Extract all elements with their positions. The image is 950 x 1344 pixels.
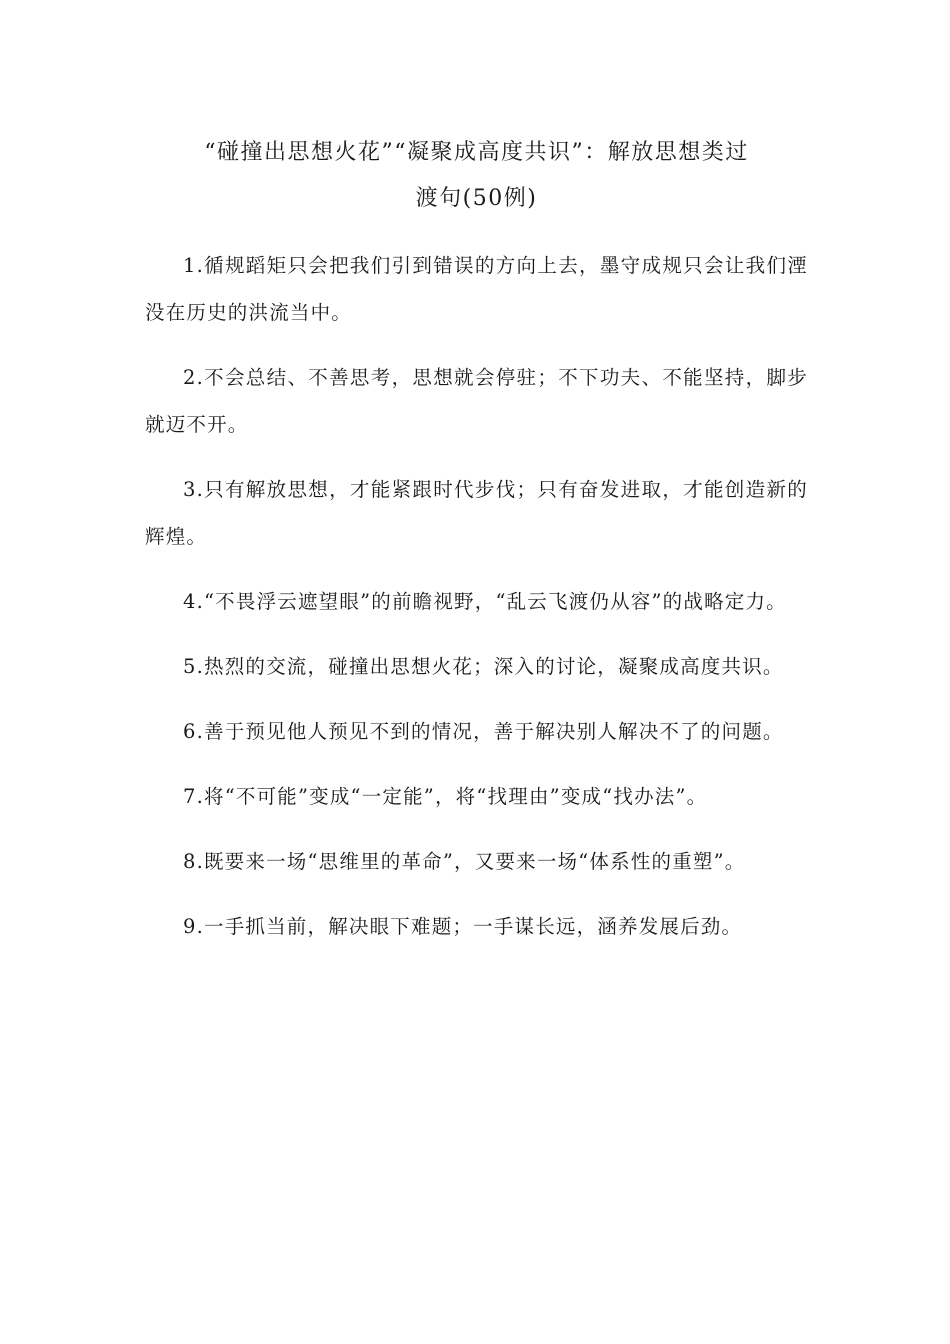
document-title-line-2: 渡句(50例) <box>415 186 538 211</box>
paragraph-8: 8.既要来一场“思维里的革命”，又要来一场“体系性的重塑”。 <box>183 850 746 873</box>
document-title-line-1: “碰撞出思想火花”“凝聚成高度共识”：解放思想类过 <box>204 140 749 165</box>
paragraph-6: 6.善于预见他人预见不到的情况，善于解决别人解决不了的问题。 <box>183 720 784 743</box>
document-title <box>145 130 808 222</box>
paragraph-7: 7.将“不可能”变成“一定能”，将“找理由”变成“找办法”。 <box>183 785 708 808</box>
paragraph-2: 2.不会总结、不善思考，思想就会停驻；不下功夫、不能坚持，脚步就迈不开。 <box>145 366 808 436</box>
paragraph-3: 3.只有解放思想，才能紧跟时代步伐；只有奋发进取，才能创造新的辉煌。 <box>145 478 808 548</box>
paragraph-5: 5.热烈的交流，碰撞出思想火花；深入的讨论，凝聚成高度共识。 <box>183 655 784 678</box>
paragraph-4: 4.“不畏浮云遮望眼”的前瞻视野，“乱云飞渡仍从容”的战略定力。 <box>183 590 787 613</box>
paragraph-9: 9.一手抓当前，解决眼下难题；一手谋长远，涵养发展后劲。 <box>183 915 743 938</box>
paragraph-1: 1.循规蹈矩只会把我们引到错误的方向上去，墨守成规只会让我们湮没在历史的洪流当中。 <box>145 254 808 324</box>
